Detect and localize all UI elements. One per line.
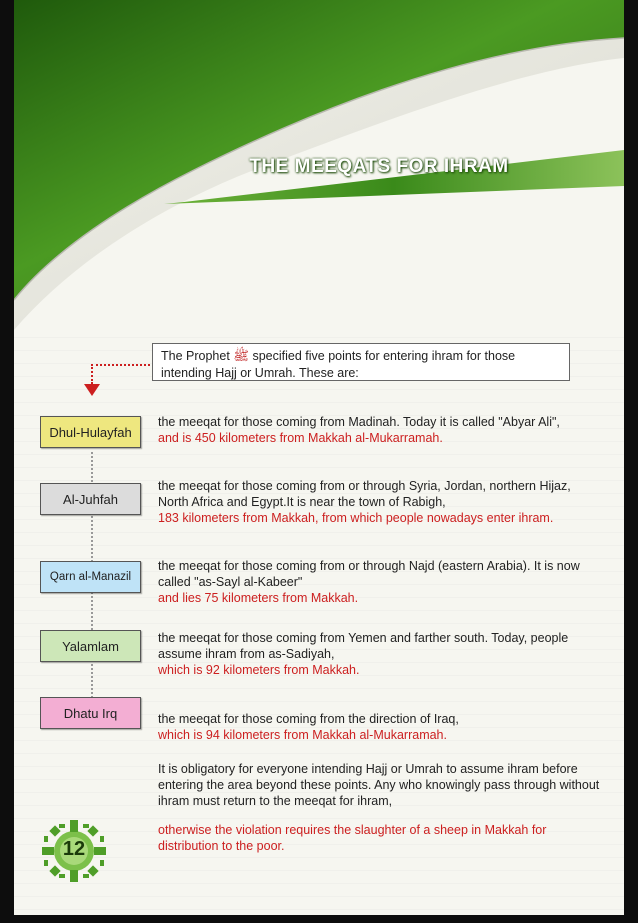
- page: [14, 0, 624, 915]
- meeqat-description: [158, 630, 602, 678]
- arrow-down-icon: [84, 384, 100, 396]
- page-title: THE MEEQATS FOR IHRAM: [249, 156, 509, 177]
- meeqat-description: [158, 558, 602, 606]
- meeqat-description: [158, 711, 602, 743]
- meeqat-label-qarn-al-manazil: Qarn al-Manazil: [40, 561, 141, 593]
- meeqat-text: the meeqat for those coming from or through Najd (eastern Arabia). It is now called "as-Sayl al-Kabeer": [158, 559, 580, 589]
- meeqat-label-yalamlam: Yalamlam: [40, 630, 141, 662]
- meeqat-distance: which is 94 kilometers from Makkah al-Mukarramah.: [158, 728, 447, 742]
- meeqat-distance: and is 450 kilometers from Makkah al-Mukarramah.: [158, 431, 443, 445]
- meeqat-label-dhul-hulayfah: Dhul-Hulayfah: [40, 416, 141, 448]
- violation-paragraph: otherwise the violation requires the slaughter of a sheep in Makkah for distribution to the poor.: [158, 823, 547, 853]
- meeqat-text: the meeqat for those coming from Yemen and farther south. Today, people assume ihram from as-Sadiyah,: [158, 631, 569, 661]
- meeqat-distance: 183 kilometers from Makkah, from which people nowadays enter ihram.: [158, 511, 554, 525]
- intro-text-before: The Prophet: [161, 349, 234, 363]
- intro-connector: [91, 364, 154, 384]
- intro-box: [152, 343, 570, 381]
- page-number: 12: [62, 838, 86, 860]
- meeqat-description: [158, 478, 602, 526]
- meeqat-distance: which is 92 kilometers from Makkah.: [158, 663, 360, 677]
- meeqat-text: the meeqat for those coming from the direction of Iraq,: [158, 712, 459, 726]
- meeqat-label-dhatu-irq: Dhatu Irq: [40, 697, 141, 729]
- obligation-paragraph: It is obligatory for everyone intending Hajj or Umrah to assume ihram before entering the area beyond these points. Any who knowingly pass through without ihram must return to the meeqat for ihram,: [158, 762, 600, 808]
- meeqat-label-al-juhfah: Al-Juhfah: [40, 483, 141, 515]
- meeqat-text: the meeqat for those coming from Madinah. Today it is called "Abyar Ali",: [158, 415, 560, 429]
- intro-text-after: specified five points for entering ihram for those intending Hajj or Umrah. These are:: [161, 349, 516, 380]
- meeqat-description: [158, 414, 602, 446]
- page-number-badge: [39, 818, 109, 884]
- meeqat-text: the meeqat for those coming from or through Syria, Jordan, northern Hijaz, North Africa and Egypt.It is near the town of Rabigh,: [158, 479, 571, 509]
- meeqat-distance: and lies 75 kilometers from Makkah.: [158, 591, 359, 605]
- prophet-honorific: ﷺ: [233, 348, 249, 363]
